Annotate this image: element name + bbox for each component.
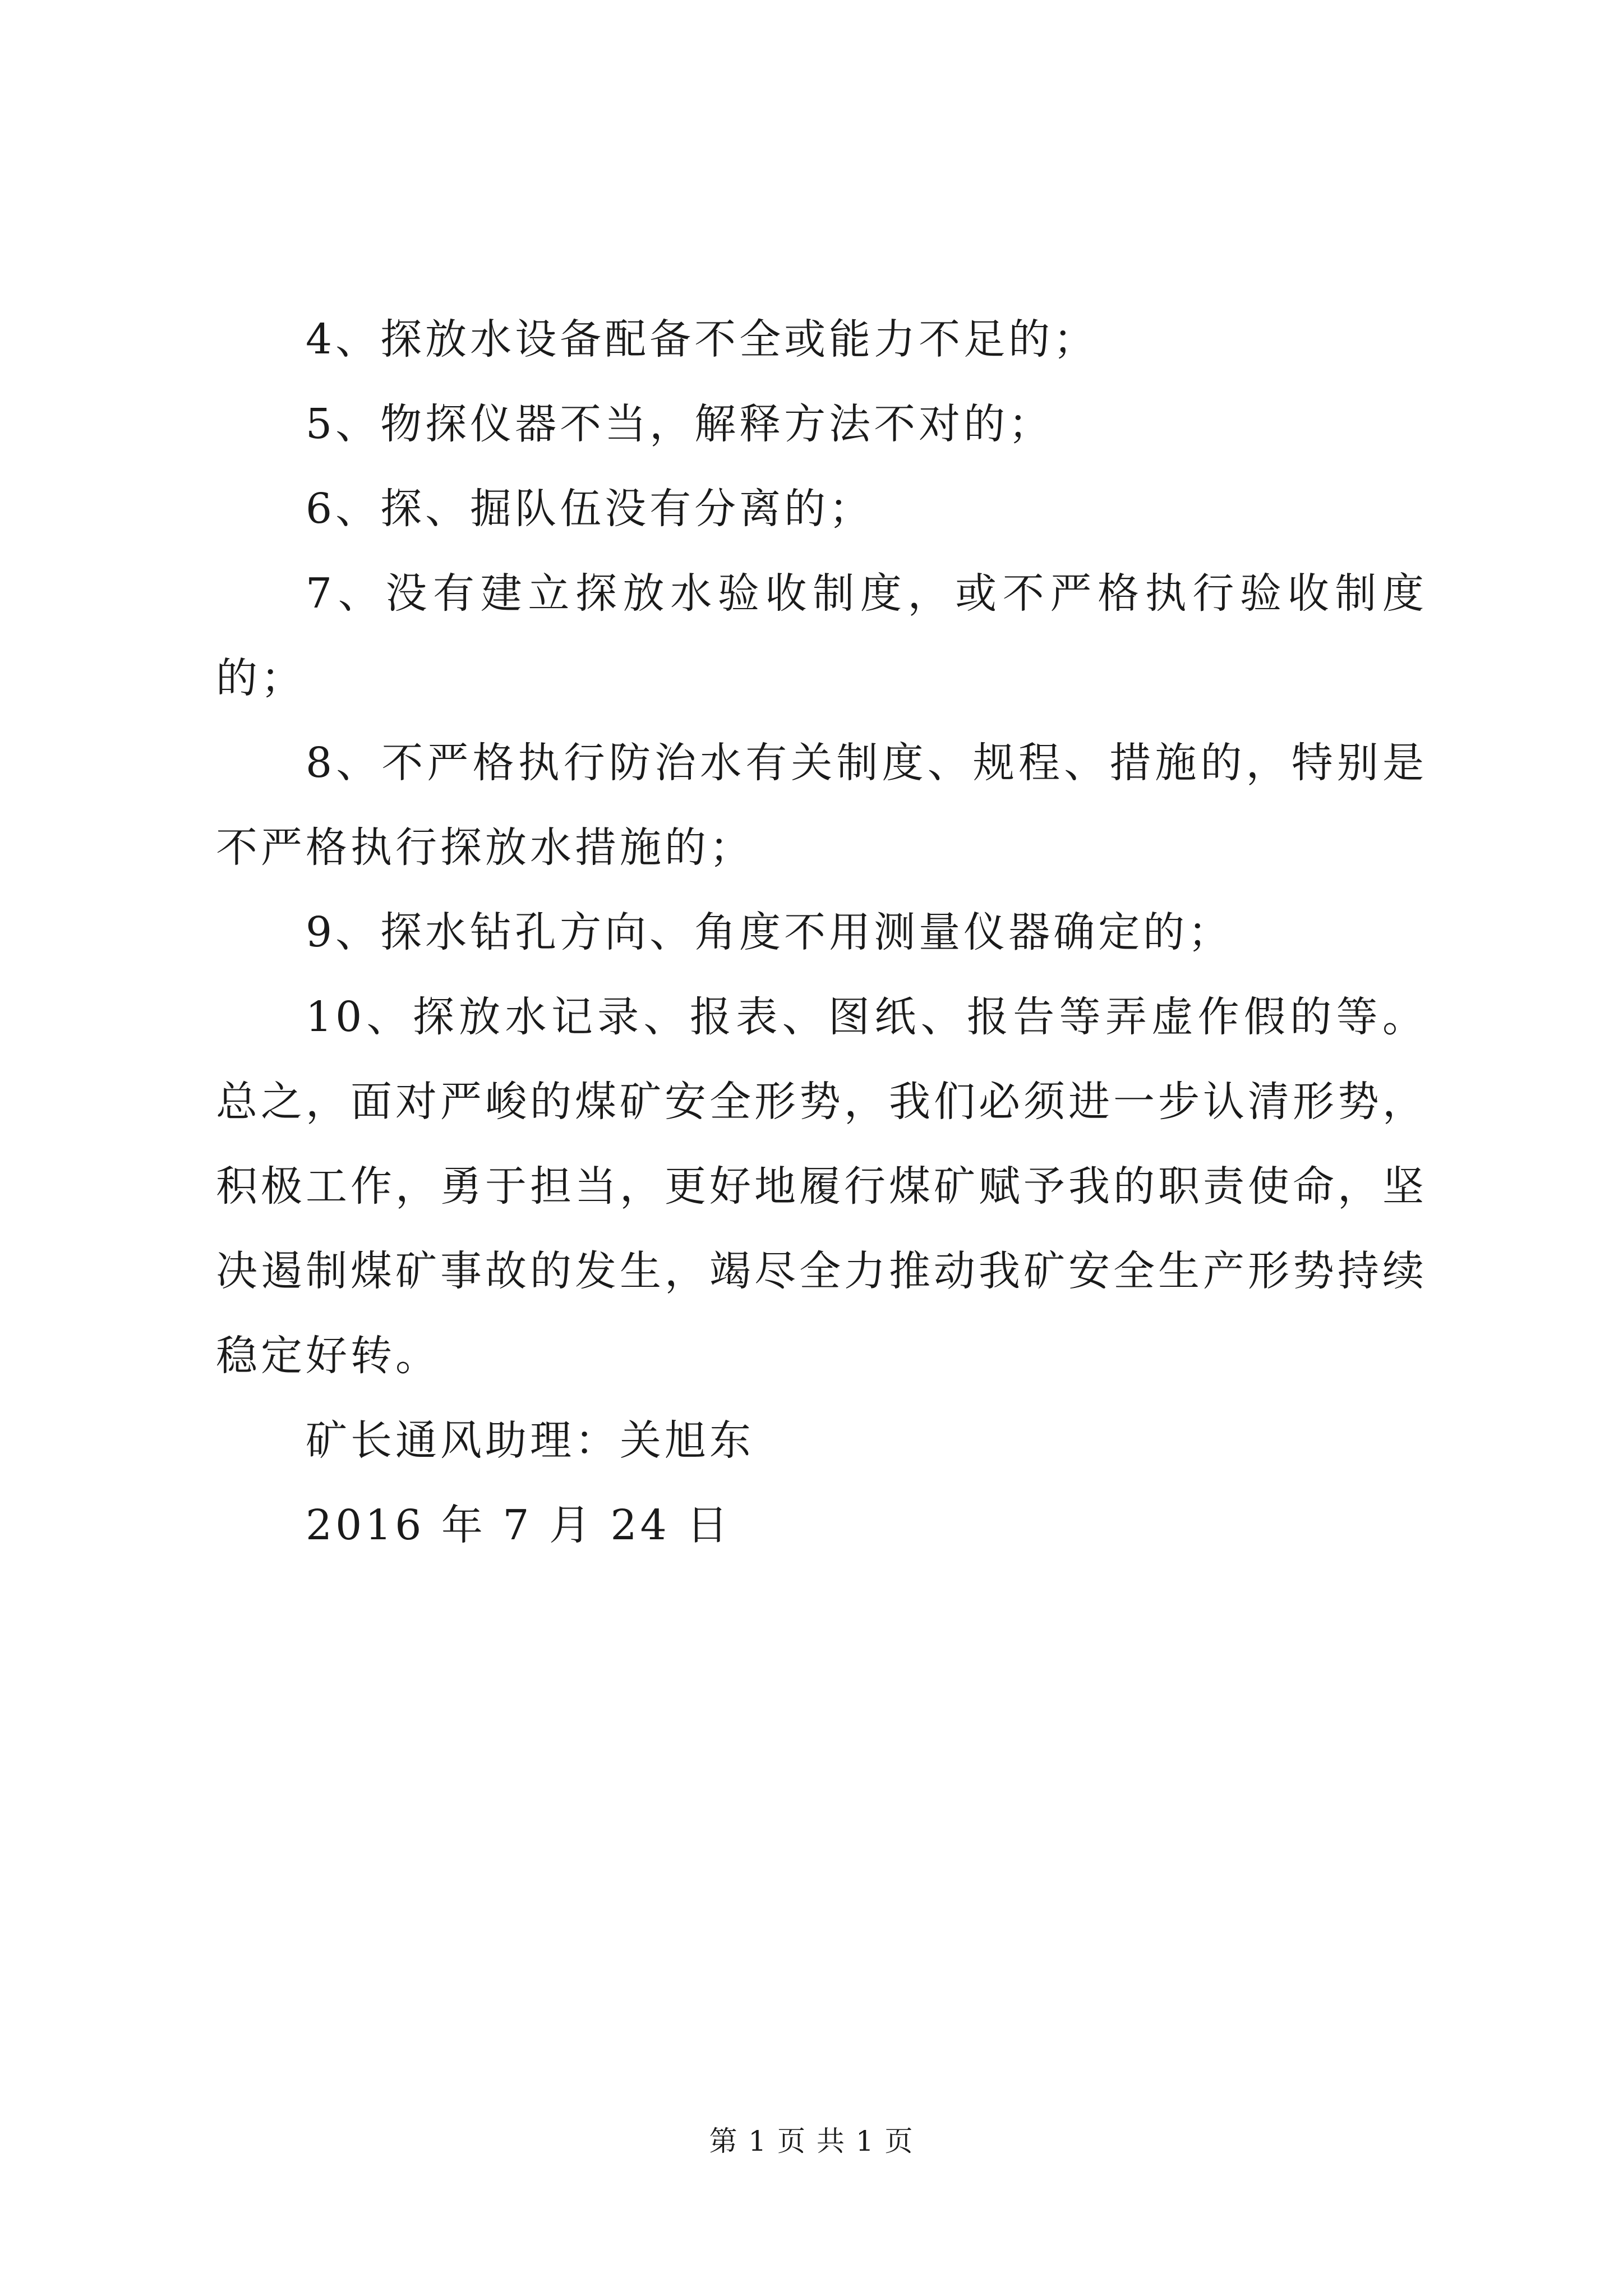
list-item-4: 4、探放水设备配备不全或能力不足的； (306, 315, 1099, 364)
document-body (216, 297, 1427, 1568)
list-item-9: 9、探水钻孔方向、角度不用测量仪器确定的； (306, 908, 1233, 956)
date-line: 2016 年 7 月 24 日 (306, 1501, 732, 1549)
signature-line: 矿长通风助理：关旭东 (306, 1416, 754, 1465)
list-item-6: 6、探、掘队伍没有分离的； (306, 485, 874, 533)
list-item-8: 8、不严格执行防治水有关制度、规程、措施的，特别是不严格执行探放水措施的； (216, 739, 1427, 872)
list-item-10-conclusion: 10、探放水记录、报表、图纸、报告等弄虚作假的等。总之，面对严峻的煤矿安全形势，我们必须进一步认清形势，积极工作，勇于担当，更好地履行煤矿赋予我的职责使命，坚决遏制煤矿事故的发生，竭尽全力推动我矿安全生产形势持续稳定好转。 (216, 993, 1427, 1380)
page-footer: 第 1 页 共 1 页 (709, 2125, 914, 2157)
list-item-7: 7、没有建立探放水验收制度，或不严格执行验收制度的； (216, 569, 1427, 702)
list-item-5: 5、物探仪器不当，解释方法不对的； (306, 400, 1054, 448)
